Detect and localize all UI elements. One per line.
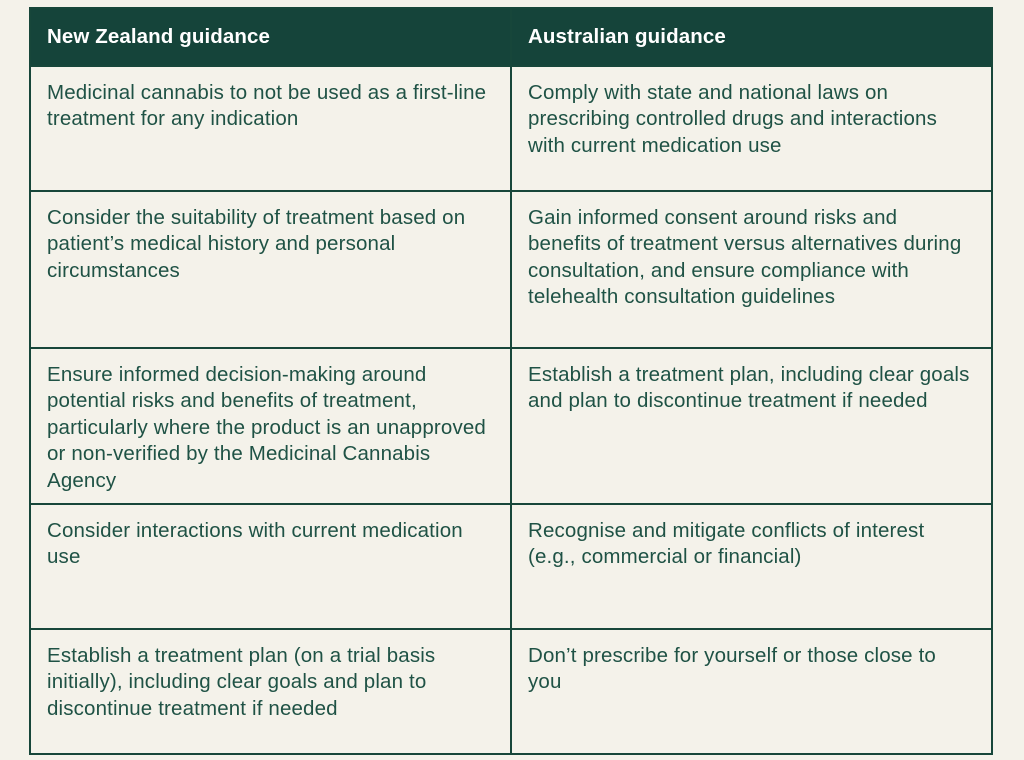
au-guidance-cell: Don’t prescribe for yourself or those close to you — [511, 629, 992, 754]
au-guidance-cell: Establish a treatment plan, including clear goals and plan to discontinue treatment if needed — [511, 348, 992, 504]
nz-guidance-cell: Establish a treatment plan (on a trial basis initially), including clear goals and plan to discontinue treatment if needed — [30, 629, 511, 754]
table-row — [30, 66, 992, 191]
header-new-zealand-guidance: New Zealand guidance — [30, 8, 511, 66]
guidance-comparison-table-container — [29, 7, 991, 755]
au-guidance-cell: Gain informed consent around risks and benefits of treatment versus alternatives during consultation, and ensure compliance with telehealth consultation guidelines — [511, 191, 992, 348]
table-row — [30, 504, 992, 629]
table-header-row — [30, 8, 992, 66]
header-australian-guidance: Australian guidance — [511, 8, 992, 66]
guidance-comparison-table — [29, 7, 993, 755]
table-row — [30, 191, 992, 348]
nz-guidance-cell: Consider interactions with current medication use — [30, 504, 511, 629]
table-row — [30, 348, 992, 504]
nz-guidance-cell: Consider the suitability of treatment based on patient’s medical history and personal circumstances — [30, 191, 511, 348]
nz-guidance-cell: Medicinal cannabis to not be used as a first-line treatment for any indication — [30, 66, 511, 191]
nz-guidance-cell: Ensure informed decision-making around potential risks and benefits of treatment, particularly where the product is an unapproved or non-verified by the Medicinal Cannabis Agency — [30, 348, 511, 504]
table-row — [30, 629, 992, 754]
au-guidance-cell: Comply with state and national laws on prescribing controlled drugs and interactions with current medication use — [511, 66, 992, 191]
au-guidance-cell: Recognise and mitigate conflicts of interest (e.g., commercial or financial) — [511, 504, 992, 629]
